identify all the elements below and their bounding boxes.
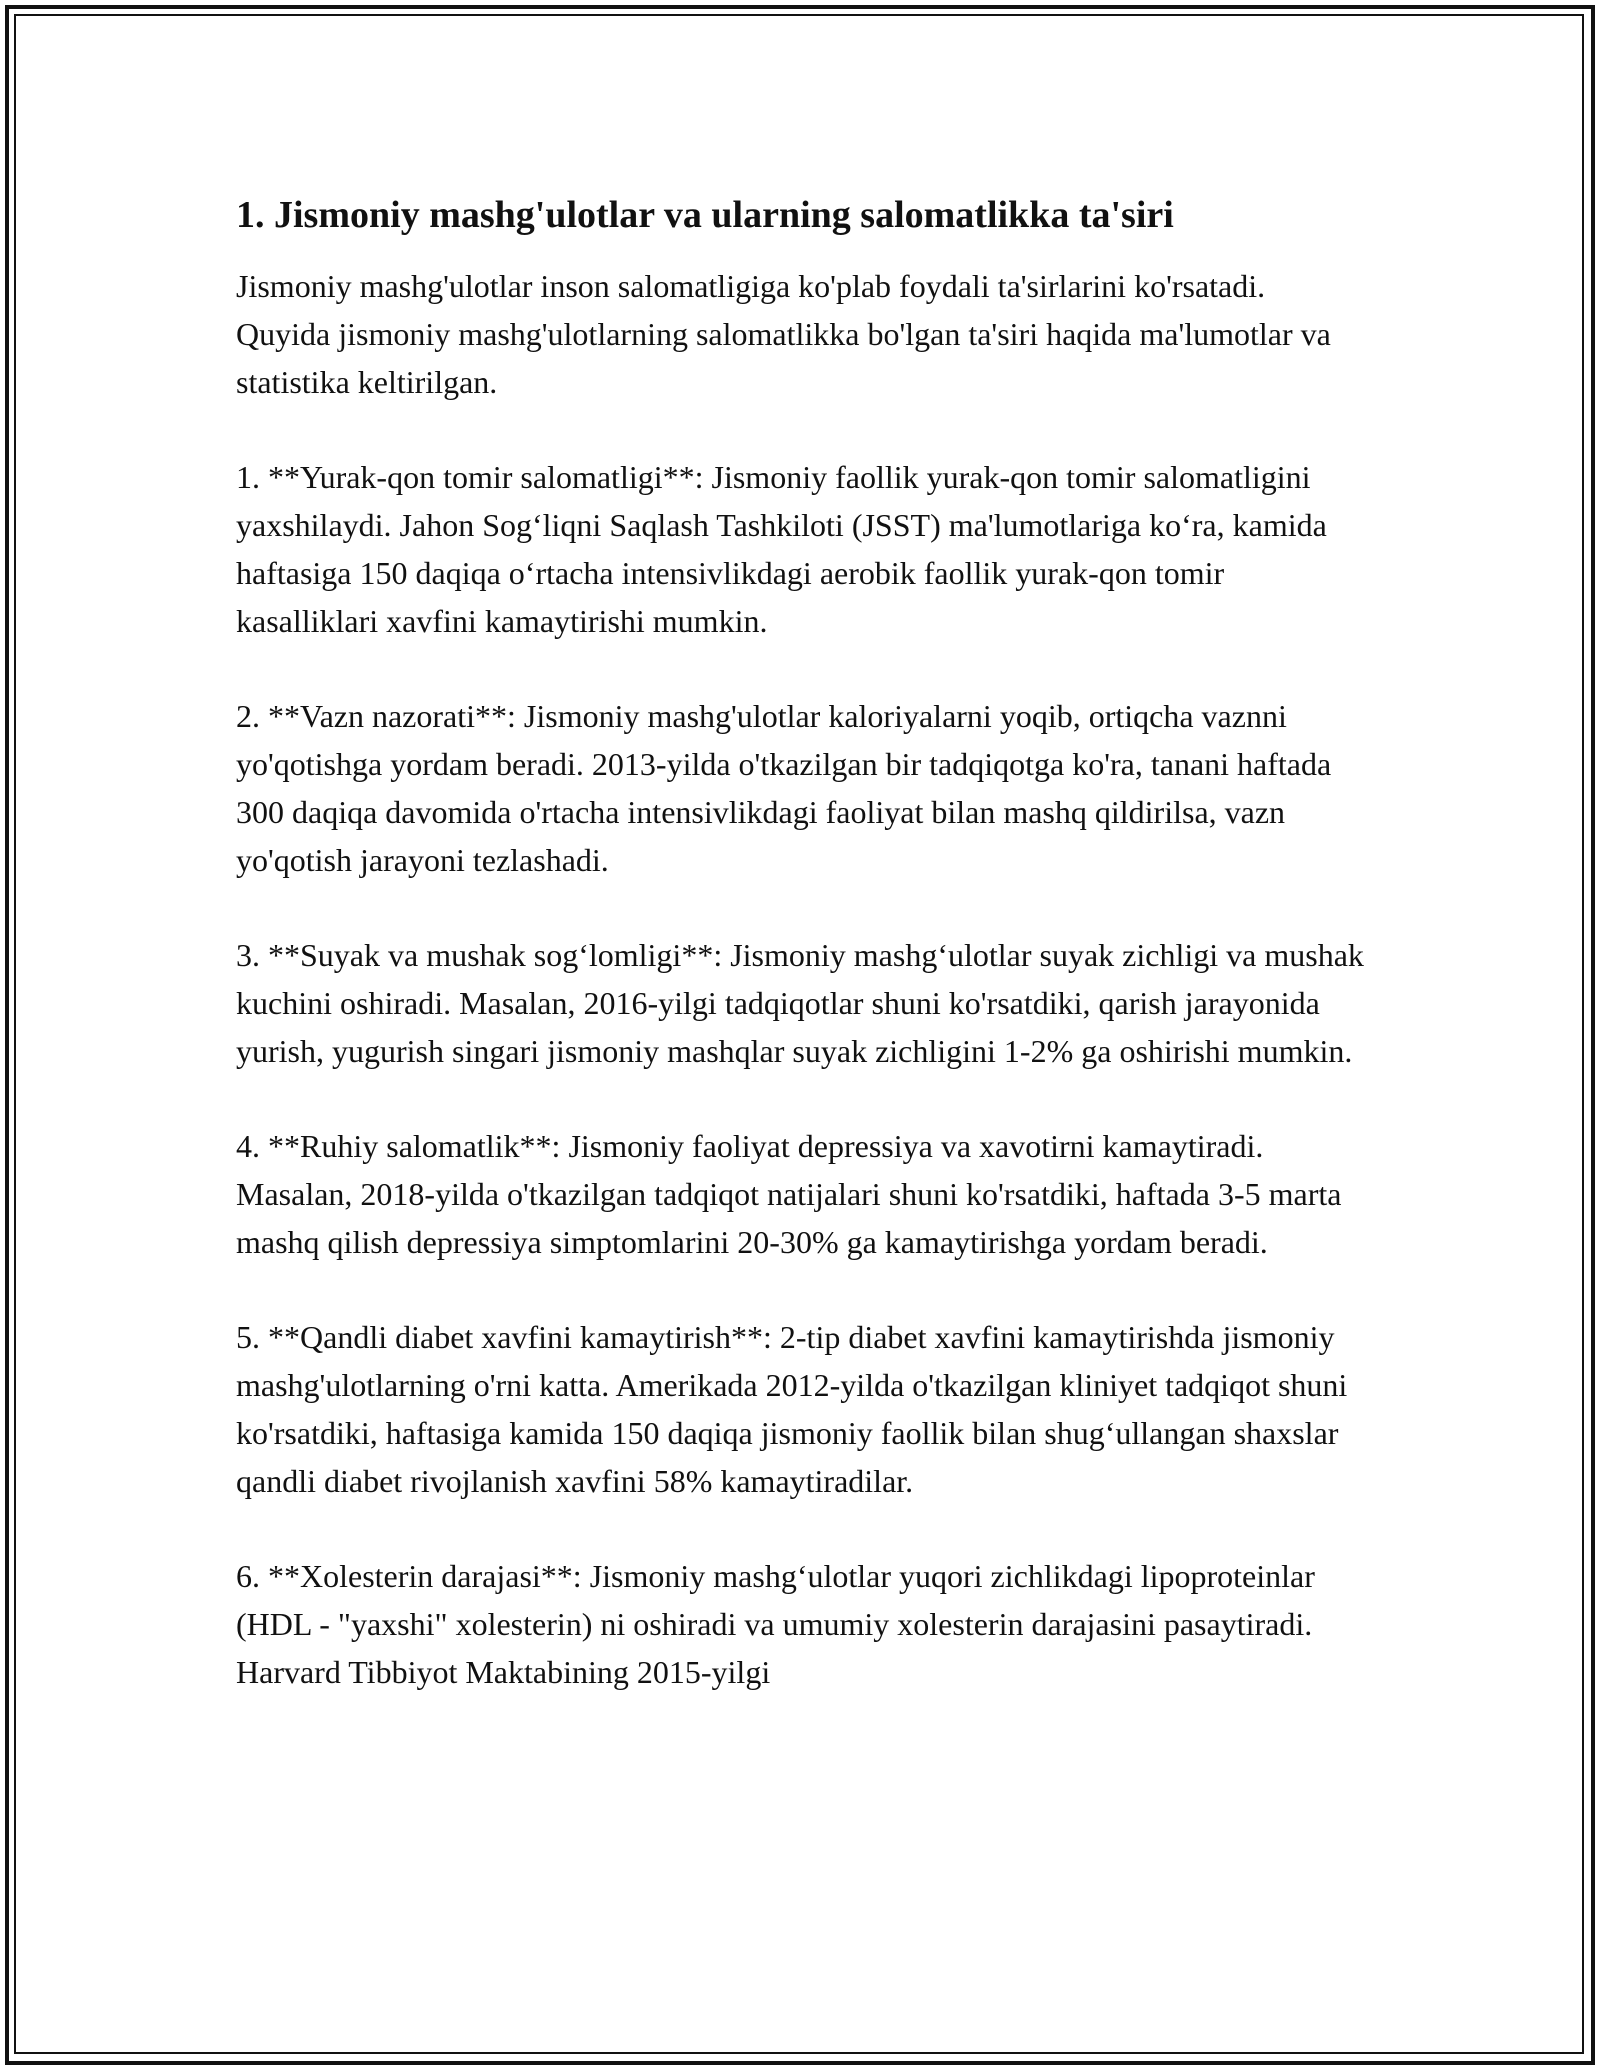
document-body (236, 190, 1366, 1743)
list-item-cardiovascular: 1. **Yurak-qon tomir salomatligi**: Jismoniy faollik yurak-qon tomir salomatligini yaxshilaydi. Jahon Sog‘liqni Saqlash Tashkiloti (JSST) ma'lumotlariga ko‘ra, kamida haftasiga 150 daqiqa o‘rtacha intensivlikdagi aerobik faollik yurak-qon tomir kasalliklari xavfini kamaytirishi mumkin. (236, 459, 1327, 639)
list-item-cholesterol: 6. **Xolesterin darajasi**: Jismoniy mashg‘ulotlar yuqori zichlikdagi lipoproteinlar (HDL - "yaxshi" xolesterin) ni oshiradi va umumiy xolesterin darajasini pasaytiradi. Harvard Tibbiyot Maktabining 2015-yilgi (236, 1558, 1315, 1690)
section-heading: 1. Jismoniy mashg'ulotlar va ularning salomatlikka ta'siri (236, 194, 1174, 236)
list-item-bone-muscle: 3. **Suyak va mushak sog‘lomligi**: Jismoniy mashg‘ulotlar suyak zichligi va mushak kuchini oshiradi. Masalan, 2016-yilgi tadqiqotlar shuni ko'rsatdiki, qarish jarayonida yurish, yugurish singari jismoniy mashqlar suyak zichligini 1-2% ga oshirishi mumkin. (236, 937, 1364, 1069)
list-item-diabetes: 5. **Qandli diabet xavfini kamaytirish**: 2-tip diabet xavfini kamaytirishda jismoniy mashg'ulotlarning o'rni katta. Amerikada 2012-yilda o'tkazilgan kliniyet tadqiqot shuni ko'rsatdiki, haftasiga kamida 150 daqiqa jismoniy faollik bilan shug‘ullangan shaxslar qandli diabet rivojlanish xavfini 58% kamaytiradilar. (236, 1319, 1348, 1499)
intro-paragraph: Jismoniy mashg'ulotlar inson salomatligiga ko'plab foydali ta'sirlarini ko'rsatadi. Quyida jismoniy mashg'ulotlarning salomatlikka bo'lgan ta'siri haqida ma'lumotlar va statistika keltirilgan. (236, 268, 1331, 400)
list-item-mental-health: 4. **Ruhiy salomatlik**: Jismoniy faoliyat depressiya va xavotirni kamaytiradi. Masalan, 2018-yilda o'tkazilgan tadqiqot natijalari shuni ko'rsatdiki, haftada 3-5 marta mashq qilish depressiya simptomlarini 20-30% ga kamaytirishga yordam beradi. (236, 1128, 1342, 1260)
list-item-weight-control: 2. **Vazn nazorati**: Jismoniy mashg'ulotlar kaloriyalarni yoqib, ortiqcha vaznni yo'qotishga yordam beradi. 2013-yilda o'tkazilgan bir tadqiqotga ko'ra, tanani haftada 300 daqiqa davomida o'rtacha intensivlikdagi faoliyat bilan mashq qildirilsa, vazn yo'qotish jarayoni tezlashadi. (236, 698, 1332, 878)
